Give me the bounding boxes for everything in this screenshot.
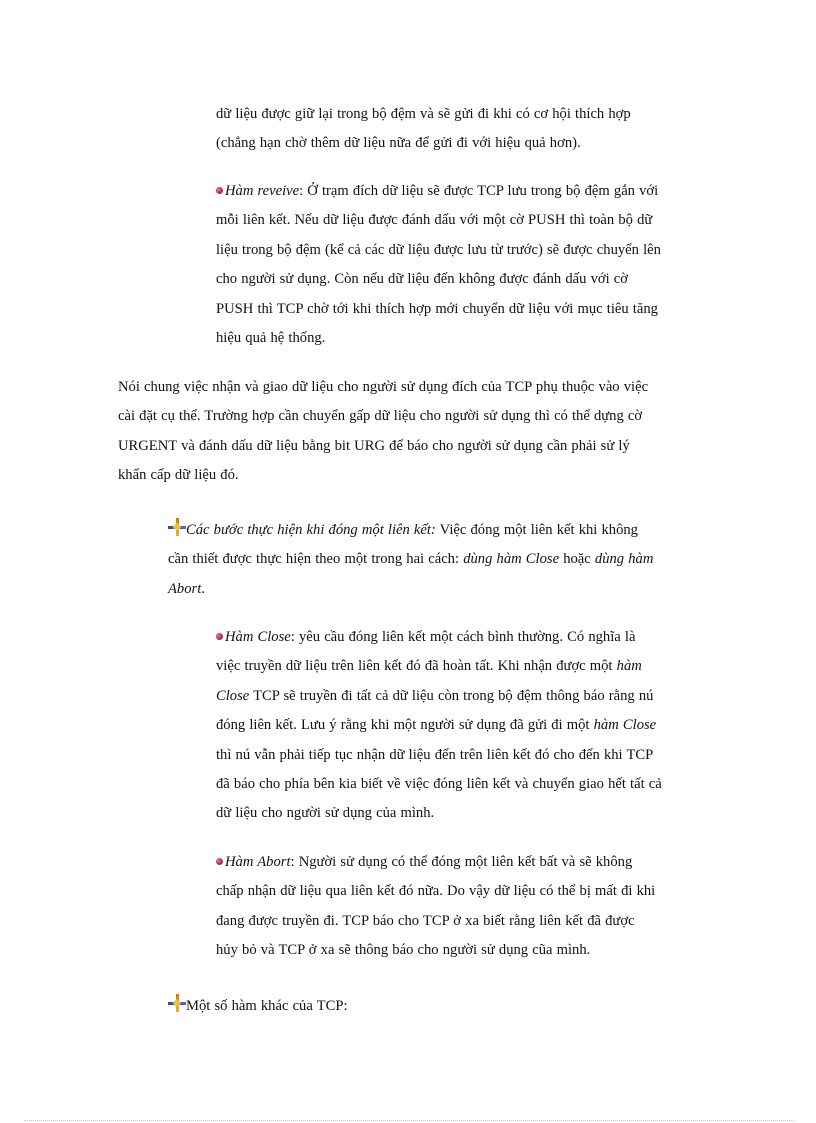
text-line: dữ liệu được giữ lại trong bộ đệm và sẽ gửi đi khi có cơ hội thích hợp (216, 106, 631, 122)
text-line (216, 848, 694, 877)
text-line (168, 516, 694, 545)
text-fragment: đóng liên kết. Lưu ý rằng khi một người sử dụng đã gửi đi một (216, 717, 594, 734)
text-line: (chẳng hạn chờ thêm dữ liệu nữa để gửi đi với hiệu quả hơn). (216, 135, 581, 152)
text-line: cài đặt cụ thể. Trường hợp cần chuyển gấp dữ liệu cho người sử dụng thì có thể dựng cờ (118, 408, 643, 425)
text-line: đang được truyền đi. TCP báo cho TCP ở xa biết rằng liên kết đã được (216, 912, 635, 929)
term-fragment: hàm Close (593, 717, 657, 734)
term-ham-reveive: Hàm reveive (225, 183, 300, 199)
text-fragment: : yêu cầu đóng liên kết một cách bình thường. Có nghĩa là (290, 629, 636, 645)
text-fragment: việc truyền dữ liệu trên liên kết đó đã hoàn tất. Khi nhận được một (216, 658, 617, 675)
term-abort-part: Abort (168, 580, 202, 597)
four-point-star-bullet-icon (168, 994, 186, 1012)
paragraph-ham-reveive (216, 177, 694, 353)
text-line (216, 711, 696, 740)
paragraph-closing-steps (168, 516, 694, 604)
term-abort-part: dùng hàm (594, 551, 654, 568)
text-line (168, 992, 694, 1021)
text-line (168, 545, 694, 574)
paragraph-general (118, 373, 694, 491)
text-line: URGENT và đánh dấu dữ liệu bằng bit URG để báo cho người sử dụng cần phải sử lý (118, 437, 630, 454)
paragraph-other-functions (168, 992, 694, 1021)
text-fragment: Một số hàm khác của TCP: (186, 998, 348, 1014)
term-fragment: hàm (616, 658, 642, 675)
term-ham-close: Hàm Close (225, 629, 291, 645)
text-fragment: : Người sử dụng có thể đóng một liên kết bất và sẽ không (290, 854, 633, 870)
text-line: liệu trong bộ đệm (kể cả các dữ liệu được lưu từ trước) sẽ được chuyển lên (216, 241, 661, 258)
text-line: khẩn cấp dữ liệu đó. (118, 467, 239, 484)
round-bullet-icon (216, 858, 223, 865)
text-fragment: TCP sẽ truyền đi tất cả dữ liệu còn trong bộ đệm thông báo rằng nú (249, 687, 654, 704)
text-line (168, 575, 694, 604)
text-line: hiệu quả hệ thống. (216, 330, 326, 347)
round-bullet-icon (216, 633, 223, 640)
text-line: hủy bỏ và TCP ở xa sẽ thông báo cho người sử dụng cũa mình. (216, 942, 591, 959)
paragraph-continuation (216, 100, 694, 159)
text-line (216, 623, 696, 652)
text-line (216, 177, 694, 206)
term-close: dùng hàm Close (463, 551, 560, 568)
text-fragment: Việc đóng một liên kết khi không (435, 522, 638, 538)
term-fragment: Close (216, 687, 250, 704)
round-bullet-icon (216, 187, 223, 194)
text-line: thì nú vẫn phải tiếp tục nhận dữ liệu đến trên liên kết đó cho đến khi TCP (216, 746, 654, 763)
text-line: Nói chung việc nhận và giao dữ liệu cho người sử dụng đích của TCP phụ thuộc vào việc (118, 379, 649, 395)
text-line: mỗi liên kết. Nếu dữ liệu được đánh dấu với một cờ PUSH thì toàn bộ dữ (216, 212, 653, 229)
text-fragment: hoặc (559, 551, 595, 568)
term-ham-abort: Hàm Abort (225, 854, 291, 870)
paragraph-ham-close (216, 623, 696, 829)
text-fragment: cần thiết được thực hiện theo một trong hai cách: (168, 551, 464, 568)
page-bottom-divider (24, 1120, 794, 1121)
paragraph-ham-abort (216, 848, 694, 966)
text-line: đã báo cho phía bên kia biết về việc đóng liên kết và chuyển giao hết tất cả (216, 776, 662, 793)
four-point-star-bullet-icon (168, 518, 186, 536)
text-line: PUSH thì TCP chờ tới khi thích hợp mới chuyển dữ liệu với mục tiêu tăng (216, 300, 658, 317)
text-line (216, 682, 696, 711)
text-fragment: : Ở trạm đích dữ liệu sẽ được TCP lưu trong bộ đệm gắn với (299, 183, 659, 199)
text-line: dữ liệu cho người sử dụng của mình. (216, 805, 435, 822)
text-line: cho người sử dụng. Còn nếu dữ liệu đến không được đánh dấu với cờ (216, 271, 628, 288)
text-line: chấp nhận dữ liệu qua liên kết đó nữa. Do vậy dữ liệu có thể bị mất đi khi (216, 883, 656, 900)
section-heading: Các bước thực hiện khi đóng một liên kết: (186, 522, 436, 538)
text-fragment: . (201, 580, 205, 597)
text-line (216, 652, 696, 681)
